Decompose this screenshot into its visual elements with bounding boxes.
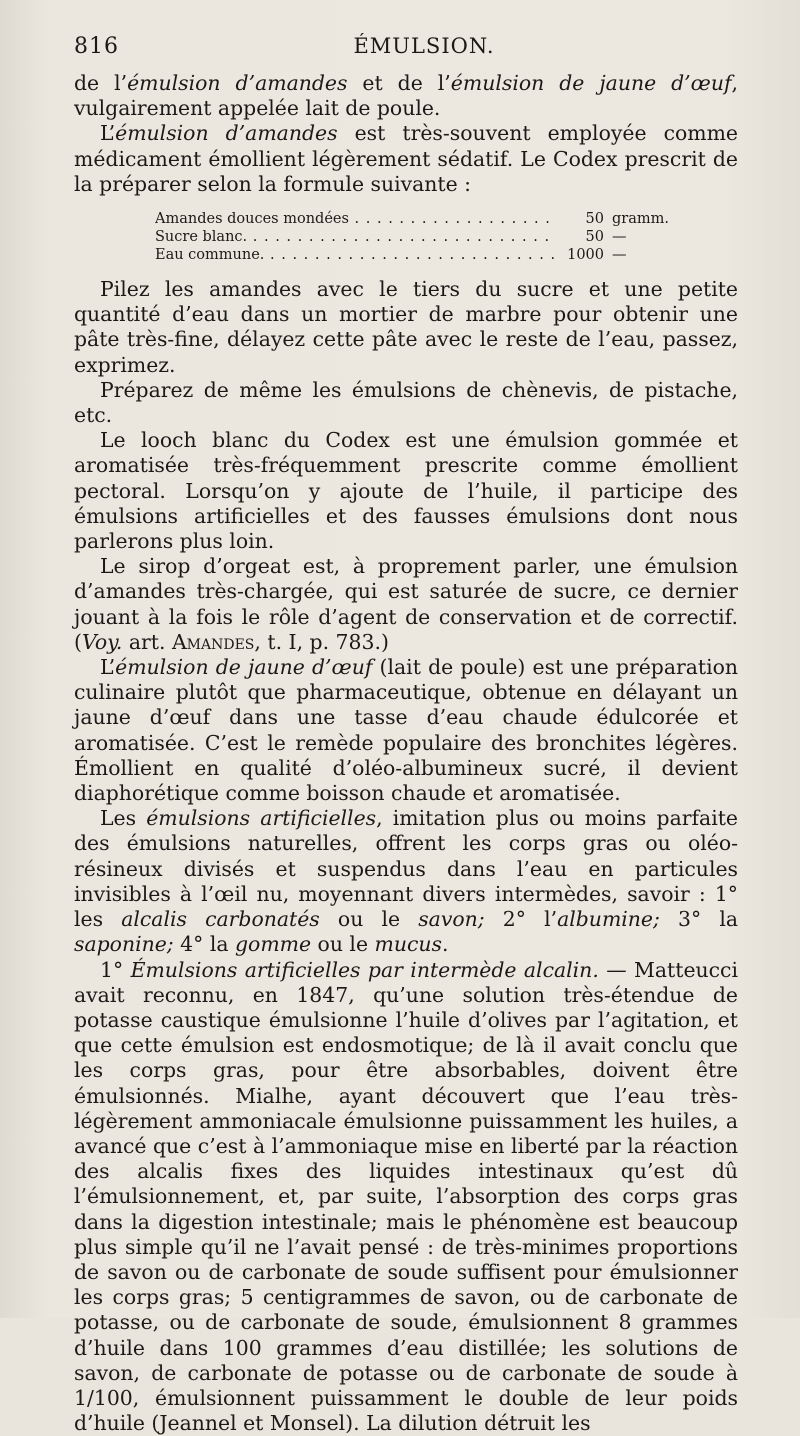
- italic-text: émulsions artificielles: [146, 806, 376, 830]
- paragraph: [74, 71, 738, 121]
- recipe-unit: gramm.: [604, 210, 680, 228]
- page-header: [74, 34, 738, 62]
- text-run: (lait de poule) est une préparation culinaire plutôt que pharmaceutique, obtenue en délayant un jaune d’œuf dans une tasse d’eau chaude édulcorée et aromatisée. C’est le remède populaire des bronchites légères. Émollient en qualité d’oléo-albumineux sucré, il devient diaphorétique comme boisson chaude et aromatisée.: [74, 655, 738, 805]
- italic-text: alcalis carbonatés: [121, 907, 320, 931]
- text-run: 3° la: [660, 907, 738, 931]
- italic-text: saponine;: [74, 932, 174, 956]
- text-run: Amandes: [172, 630, 254, 654]
- body-text: [74, 71, 738, 1436]
- recipe-ingredient: Sucre blanc. . . .: [155, 228, 554, 246]
- text-run: — Matteucci avait reconnu, en 1847, qu’une solution très-étendue de potasse caustique émulsionne l’huile d’olives par l’agitation, et que cette émulsion est endosmotique; de là il avait conclu que les corps gras, pour être absorbables, doivent être émulsionnés. Mialhe, ayant découvert que l’eau très-légèrement ammoniacale émulsionne puissamment les huiles, a avancé que c’est à l’ammoniaque mise en liberté par la réaction des alcalis fixes des liquides intestinaux qu’est dû l’émulsionnement, et, par suite, l’absorption des corps gras dans la digestion intestinale; mais le phénomène est beaucoup plus simple qu’il ne l’avait pensé : de très-minimes proportions de savon ou de carbonate de soude suffisent pour émulsionner les corps gras; 5 centigrammes de savon, ou de carbonate de potasse, ou de carbonate de soude, émulsionnent 8 grammes d’huile dans 100 grammes d’eau distillée; les solutions de savon, de carbonate de potasse ou de carbonate de soude à 1/100, émulsionnent puissamment le double de leur poids d’huile (Jeannel et Monsel). La dilution détruit les: [74, 958, 738, 1436]
- recipe-unit: —: [604, 228, 680, 246]
- italic-text: albumine;: [557, 907, 660, 931]
- text-run: L’: [100, 655, 115, 679]
- text-run: Préparez de même les émulsions de chènevis, de pistache, etc.: [74, 378, 738, 427]
- recipe-ingredient: Amandes douces mondées . . .: [155, 210, 554, 228]
- recipe-ingredient: Eau commune. . . .: [155, 246, 554, 264]
- text-run: Pilez les amandes avec le tiers du sucre et une petite quantité d’eau dans un mortier de marbre pour obtenir une pâte très-fine, délayez cette pâte avec le reste de l’eau, passez, exprimez.: [74, 277, 738, 377]
- paragraph: [74, 428, 738, 554]
- text-run: est très-souvent employée comme médicament émollient légèrement sédatif. Le Codex prescrit de la préparer selon la formule suivante :: [74, 121, 738, 195]
- italic-text: émulsion de jaune d’œuf: [451, 71, 732, 95]
- text-run: 2° l’: [485, 907, 557, 931]
- recipe-unit: —: [604, 246, 680, 264]
- text-run: ou le: [311, 932, 374, 956]
- text-run: , imitation plus ou moins parfaite des émulsions naturelles, offrent les corps gras ou oléo-résineux divisés et suspendus dans l’eau en particules invisibles à l’œil nu, moyennant divers intermèdes, savoir : 1° les: [74, 806, 738, 931]
- italic-text: savon;: [418, 907, 484, 931]
- paragraph: [74, 121, 738, 197]
- paragraph: [74, 655, 738, 806]
- running-title: ÉMULSION.: [324, 34, 524, 58]
- text-run: .: [442, 932, 448, 956]
- page-number: 816: [74, 34, 119, 59]
- italic-text: Émulsions artificielles par intermède alcalin.: [131, 958, 599, 982]
- paragraph: [74, 277, 738, 378]
- paragraph: [74, 554, 738, 655]
- recipe-row: [155, 210, 680, 228]
- text-run: Les: [100, 806, 146, 830]
- text-run: et de l’: [347, 71, 450, 95]
- text-run: Le looch blanc du Codex est une émulsion gommée et aromatisée très-fréquemment prescrite comme émollient pectoral. Lorsqu’on y ajoute de l’huile, il participe des émulsions artificielles et des fausses émulsions dont nous parlerons plus loin.: [74, 428, 738, 553]
- text-run: de l’: [74, 71, 127, 95]
- italic-text: gomme: [235, 932, 311, 956]
- paragraph: [74, 806, 738, 957]
- text-run: Le sirop d’orgeat est, à proprement parler, une émulsion d’amandes très-chargée, qui est saturée de sucre, ce dernier jouant à la fois le rôle d’agent de conservation et de correctif. (: [74, 554, 738, 654]
- paragraph: [74, 378, 738, 428]
- recipe-quantity: 1000: [554, 246, 604, 264]
- recipe-row: [155, 246, 680, 264]
- text-run: art.: [122, 630, 172, 654]
- paragraph: [74, 958, 738, 1436]
- italic-text: émulsion d’amandes: [115, 121, 337, 145]
- recipe-quantity: 50: [554, 210, 604, 228]
- text-run: , vulgairement appelée lait de poule.: [74, 71, 738, 120]
- text-run: ou le: [320, 907, 418, 931]
- italic-text: mucus: [375, 932, 442, 956]
- italic-text: Voy.: [82, 630, 122, 654]
- text-run: , t. I, p. 783.): [254, 630, 389, 654]
- italic-text: émulsion d’amandes: [127, 71, 347, 95]
- text-run: 1°: [100, 958, 131, 982]
- recipe-quantity: 50: [554, 228, 604, 246]
- text-run: L’: [100, 121, 115, 145]
- italic-text: émulsion de jaune d’œuf: [115, 655, 372, 679]
- recipe-formula: [155, 210, 680, 264]
- text-run: 4° la: [174, 932, 235, 956]
- recipe-row: [155, 228, 680, 246]
